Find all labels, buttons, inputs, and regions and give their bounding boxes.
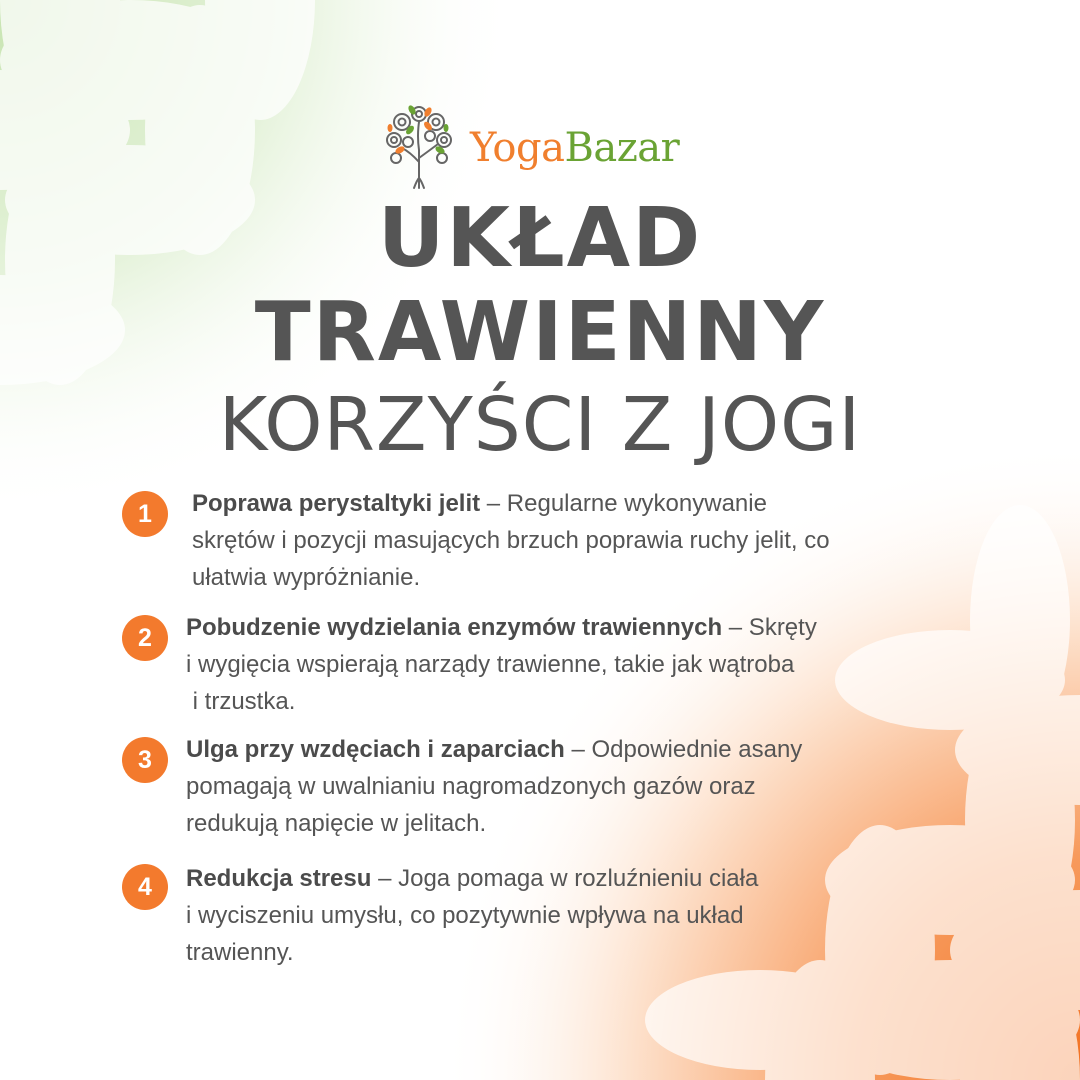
brand-logo [384,100,714,190]
brand-name [470,125,680,171]
benefit-desc-line2: skrętów i pozycji masujących brzuch poprawia ruchy jelit, co [192,527,830,554]
benefit-desc-line3: ułatwia wypróżnianie. [192,564,421,591]
benefit-text [186,731,802,842]
benefit-desc-line2: i wygięcia wspierają narządy trawienne, takie jak wątroba [186,651,795,678]
benefit-text [186,609,817,720]
benefit-heading: Poprawa perystaltyki jelit [192,490,481,517]
number-badge: 2 [122,615,168,661]
benefit-desc-line2: i wyciszeniu umysłu, co pozytywnie wpływa na układ [186,902,744,929]
benefit-text [192,485,830,596]
benefit-desc-line3: redukują napięcie w jelitach. [186,810,487,837]
number-badge: 1 [122,491,168,537]
benefit-text [186,860,758,971]
benefit-desc-line1: – Skręty [722,614,817,641]
benefit-desc-line3: i trzustka. [186,688,296,715]
title-line-1: UKŁAD [377,191,703,286]
number-badge: 3 [122,737,168,783]
benefit-desc-line1: – Joga pomaga w rozluźnieniu ciała [371,865,759,892]
brand-name-part2: Bazar [564,125,680,171]
benefit-desc-line1: – Regularne wykonywanie [480,490,767,517]
benefit-heading: Redukcja stresu [186,865,372,892]
benefit-desc-line3: trawienny. [186,939,294,966]
brand-name-part1: Yoga [470,125,565,171]
subtitle: KORZYŚCI Z JOGI [218,382,862,468]
title-line-2: TRAWIENNY [254,285,826,380]
benefit-heading: Pobudzenie wydzielania enzymów trawiennych [186,614,723,641]
benefit-desc-line2: pomagają w uwalnianiu nagromadzonych gazów oraz [186,773,756,800]
number-badge: 4 [122,864,168,910]
benefit-desc-line1: – Odpowiednie asany [564,736,803,763]
benefit-heading: Ulga przy wzdęciach i zaparciach [186,736,565,763]
tree-icon [384,100,454,190]
